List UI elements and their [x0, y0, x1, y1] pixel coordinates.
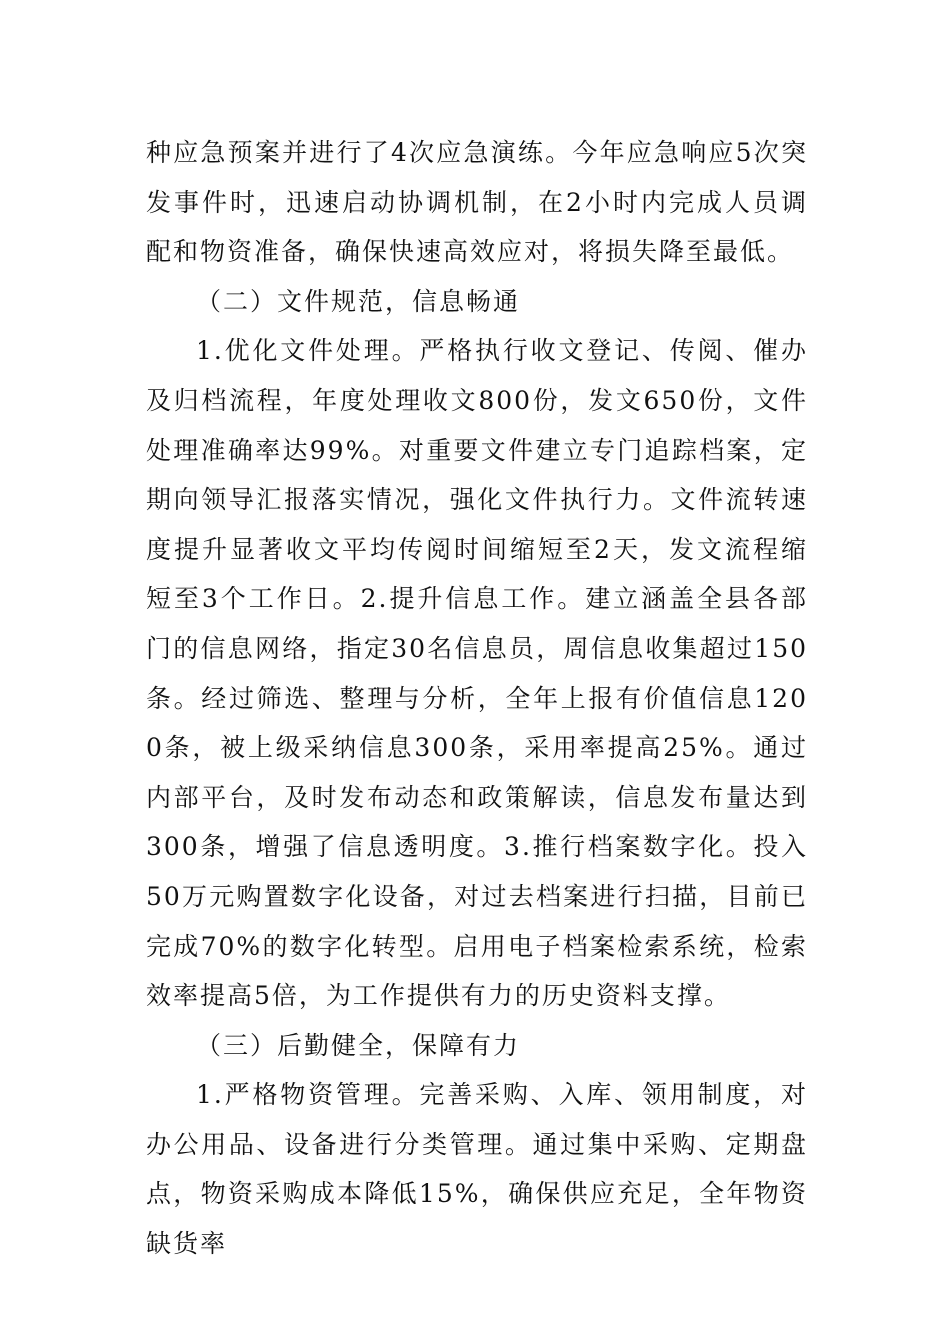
section-heading-2: （二）文件规范，信息畅通: [196, 286, 521, 316]
continuation-paragraph: 种应急预案并进行了4次应急演练。今年应急响应5次突发事件时，迅速启动协调机制，在2小时内完成人员调配和物资准备，确保快速高效应对，将损失降至最低。: [146, 138, 808, 267]
section-2-paragraph: 1.优化文件处理。严格执行收文登记、传阅、催办及归档流程，年度处理收文800份，发文650份，文件处理准确率达99%。对重要文件建立专门追踪档案，定期向领导汇报落实情况，强化文件执行力。文件流转速度提升显著收文平均传阅时间缩短至2天，发文流程缩短至3个工作日。2.提升信息工作。建立涵盖全县各部门的信息网络，指定30名信息员，周信息收集超过150条。经过筛选、整理与分析，全年上报有价值信息1200条，被上级采纳信息300条，采用率提高25%。通过内部平台，及时发布动态和政策解读，信息发布量达到300条，增强了信息透明度。3.推行档案数字化。投入50万元购置数字化设备，对过去档案进行扫描，目前已完成70%的数字化转型。启用电子档案检索系统，检索效率提高5倍，为工作提供有力的历史资料支撑。: [146, 336, 808, 1011]
section-heading-3: （三）后勤健全，保障有力: [196, 1030, 521, 1060]
section-3-paragraph: 1.严格物资管理。完善采购、入库、领用制度，对办公用品、设备进行分类管理。通过集中采购、定期盘点，物资采购成本降低15%，确保供应充足，全年物资缺货率: [146, 1080, 808, 1259]
document-body: [146, 128, 808, 1269]
